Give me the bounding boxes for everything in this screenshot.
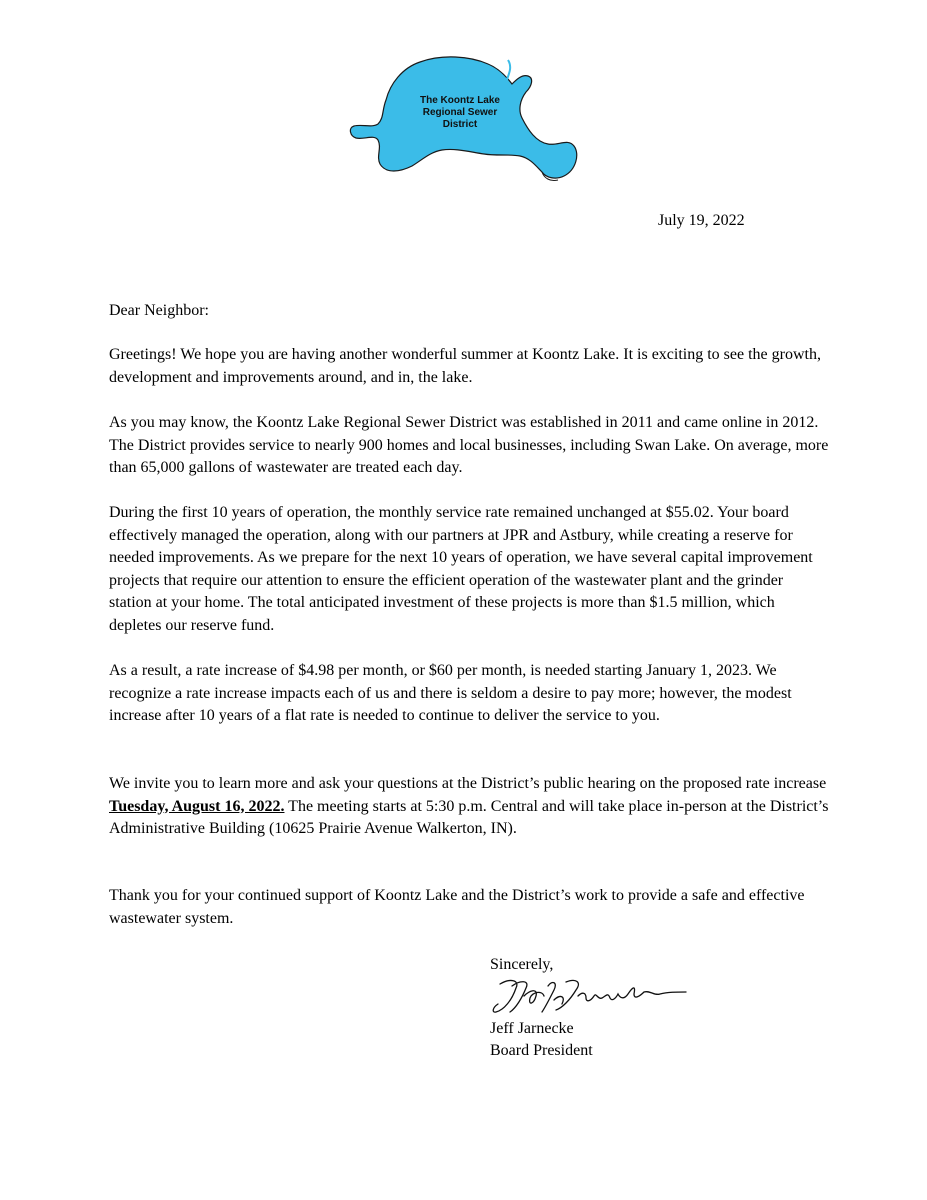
letter-date: July 19, 2022: [658, 212, 745, 229]
signer-name: Jeff Jarnecke: [490, 1020, 574, 1037]
logo-text: [398, 95, 522, 131]
signature-stroke: [493, 980, 686, 1012]
paragraph-5-text: [109, 773, 829, 841]
lake-outlet: [506, 60, 510, 82]
hearing-details: The meeting starts at 5:30 p.m. Central and will take place in-person at the District’s Administrative Building (10625 Prairie Avenue Walkerton, IN).: [109, 797, 829, 837]
paragraph-6-text: Thank you for your continued support of Koontz Lake and the District’s work to provide a safe and effective wastewater system.: [109, 887, 805, 927]
signer-title: Board President: [490, 1042, 593, 1059]
paragraph-rate-increase: [109, 660, 829, 728]
paragraph-1-text: Greetings! We hope you are having another wonderful summer at Koontz Lake. It is exciting to see the growth, development and improvements around, and in, the lake.: [109, 346, 821, 386]
paragraph-public-hearing: [109, 773, 829, 841]
hearing-intro: We invite you to learn more and ask your questions at the District’s public hearing on the proposed rate increase: [109, 775, 827, 792]
handwritten-signature: [490, 974, 690, 1018]
paragraph-thanks: [109, 885, 829, 930]
salutation: Dear Neighbor:: [109, 302, 209, 319]
paragraph-greeting: [109, 344, 829, 389]
hearing-date: Tuesday, August 16, 2022.: [109, 797, 285, 815]
paragraph-2-text: As you may know, the Koontz Lake Regional Sewer District was established in 2011 and came online in 2012. The District provides service to nearly 900 homes and local businesses, including Swan Lake. On average, more than 65,000 gallons of wastewater are treated each day.: [109, 414, 829, 476]
paragraph-3-text: During the first 10 years of operation, the monthly service rate remained unchanged at $55.02. Your board effectively managed the operation, along with our partners at JPR and Astbury, while creating a reserve for needed improvements. As we prepare for the next 10 years of operation, we have several capital improvement projects that require our attention to ensure the efficient operation of the wastewater plant and the grinder station at your home. The total anticipated investment of these projects is more than $1.5 million, which depletes our reserve fund.: [109, 504, 813, 634]
signer-block: [490, 1018, 593, 1062]
paragraph-operations: [109, 502, 829, 637]
paragraph-district-history: [109, 412, 829, 480]
logo-line-1: The Koontz Lake: [419, 95, 500, 106]
paragraph-4-text: As a result, a rate increase of $4.98 per month, or $60 per month, is needed starting January 1, 2023. We recognize a rate increase impacts each of us and there is seldom a desire to pay more; however, the modest increase after 10 years of a flat rate is needed to continue to deliver the service to you.: [109, 662, 792, 724]
logo-line-3: District: [442, 119, 478, 130]
logo-line-2: Regional Sewer: [422, 107, 498, 118]
closing: Sincerely,: [490, 956, 554, 973]
